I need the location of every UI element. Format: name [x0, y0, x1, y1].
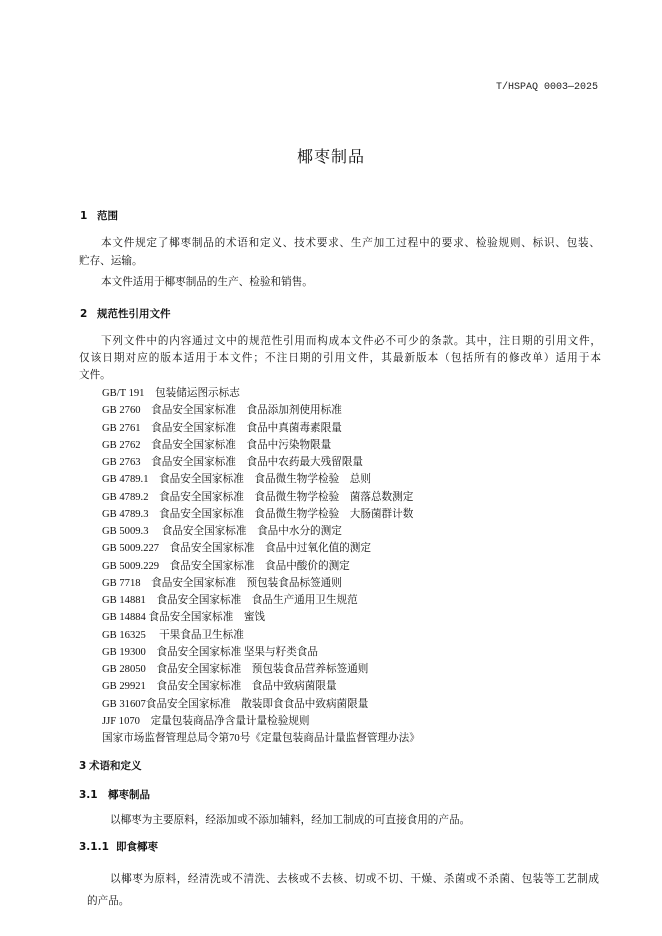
term-number: 3.1.1	[79, 841, 109, 853]
reference-item: GB 2760 食品安全国家标准 食品添加剂使用标准	[102, 405, 342, 417]
term-title: 即食椰枣	[116, 841, 158, 853]
section-title: 范围	[97, 210, 118, 222]
reference-item: GB 14884 食品安全国家标准 蜜饯	[102, 612, 266, 624]
reference-item: GB 2762 食品安全国家标准 食品中污染物限量	[102, 439, 332, 451]
reference-item: 国家市场监督管理总局令第70号《定量包装商品计量监督管理办法》	[102, 733, 420, 744]
reference-item: GB 14881 食品安全国家标准 食品生产通用卫生规范	[102, 595, 358, 606]
reference-item: JJF 1070 定量包装商品净含量计量检验规则	[102, 715, 310, 727]
paragraph-line: 贮存、运输。	[79, 256, 143, 267]
term-title: 椰枣制品	[108, 789, 150, 801]
reference-item: GB 2763 食品安全国家标准 食品中农药最大残留限量	[102, 457, 364, 468]
section-title: 术语和定义	[89, 760, 142, 772]
section-number: 1	[80, 210, 88, 222]
reference-item: GB 7718 食品安全国家标准 预包装食品标签通则	[102, 577, 342, 589]
document-title: 椰枣制品	[296, 147, 365, 166]
reference-item: GB/T 191 包装储运图示标志	[102, 388, 240, 399]
reference-item: GB 16325 干果食品卫生标准	[102, 629, 244, 641]
term-definition-line: 以椰枣为原料，经清洗或不清洗、去核或不去核、切或不切、干燥、杀菌或不杀菌、包装等工艺制成	[110, 874, 599, 885]
section-number: 3	[79, 760, 87, 772]
reference-item: GB 5009.229 食品安全国家标准 食品中酸价的测定	[102, 560, 350, 572]
standard-number: T/HSPAQ 0003—2025	[495, 82, 598, 93]
term-3-1-1-heading	[79, 840, 379, 854]
paragraph-line: 文件。	[79, 370, 111, 381]
section-number: 2	[80, 308, 88, 320]
reference-item: GB 2761 食品安全国家标准 食品中真菌毒素限量	[102, 422, 342, 434]
term-definition-line: 的产品。	[87, 896, 130, 907]
paragraph-line: 本文件规定了椰枣制品的术语和定义、技术要求、生产加工过程中的要求、检验规则、标识、包装、	[101, 238, 600, 249]
term-3-1-heading	[79, 788, 379, 802]
paragraph: 本文件适用于椰枣制品的生产、检验和销售。	[101, 277, 313, 288]
section-3-heading	[79, 759, 379, 773]
term-definition: 以椰枣为主要原料，经添加或不添加辅料，经加工制成的可直接食用的产品。	[110, 815, 471, 826]
paragraph-line: 仅该日期对应的版本适用于本文件；不注日期的引用文件，其最新版本（包括所有的修改单）适用于本	[79, 353, 601, 364]
paragraph-line: 下列文件中的内容通过文中的规范性引用而构成本文件必不可少的条款。其中，注日期的引用文件，	[101, 336, 601, 347]
reference-item: GB 5009.227 食品安全国家标准 食品中过氧化值的测定	[102, 543, 371, 555]
reference-item: GB 29921 食品安全国家标准 食品中致病菌限量	[102, 681, 337, 693]
reference-item: GB 4789.2 食品安全国家标准 食品微生物学检验 菌落总数测定	[102, 491, 414, 503]
reference-item: GB 4789.1 食品安全国家标准 食品微生物学检验 总则	[102, 474, 371, 486]
section-2-heading	[79, 307, 379, 321]
term-number: 3.1	[79, 789, 98, 801]
reference-item: GB 4789.3 食品安全国家标准 食品微生物学检验 大肠菌群计数	[102, 508, 414, 520]
section-title: 规范性引用文件	[97, 308, 171, 320]
section-1-heading	[79, 209, 379, 223]
reference-item: GB 31607食品安全国家标准 散装即食食品中致病菌限量	[102, 698, 369, 710]
reference-list	[102, 385, 582, 747]
reference-item: GB 5009.3 食品安全国家标准 食品中水分的测定	[102, 526, 342, 537]
reference-item: GB 28050 食品安全国家标准 预包装食品营养标签通则	[102, 664, 369, 675]
reference-item: GB 19300 食品安全国家标准 坚果与籽类食品	[102, 646, 318, 658]
